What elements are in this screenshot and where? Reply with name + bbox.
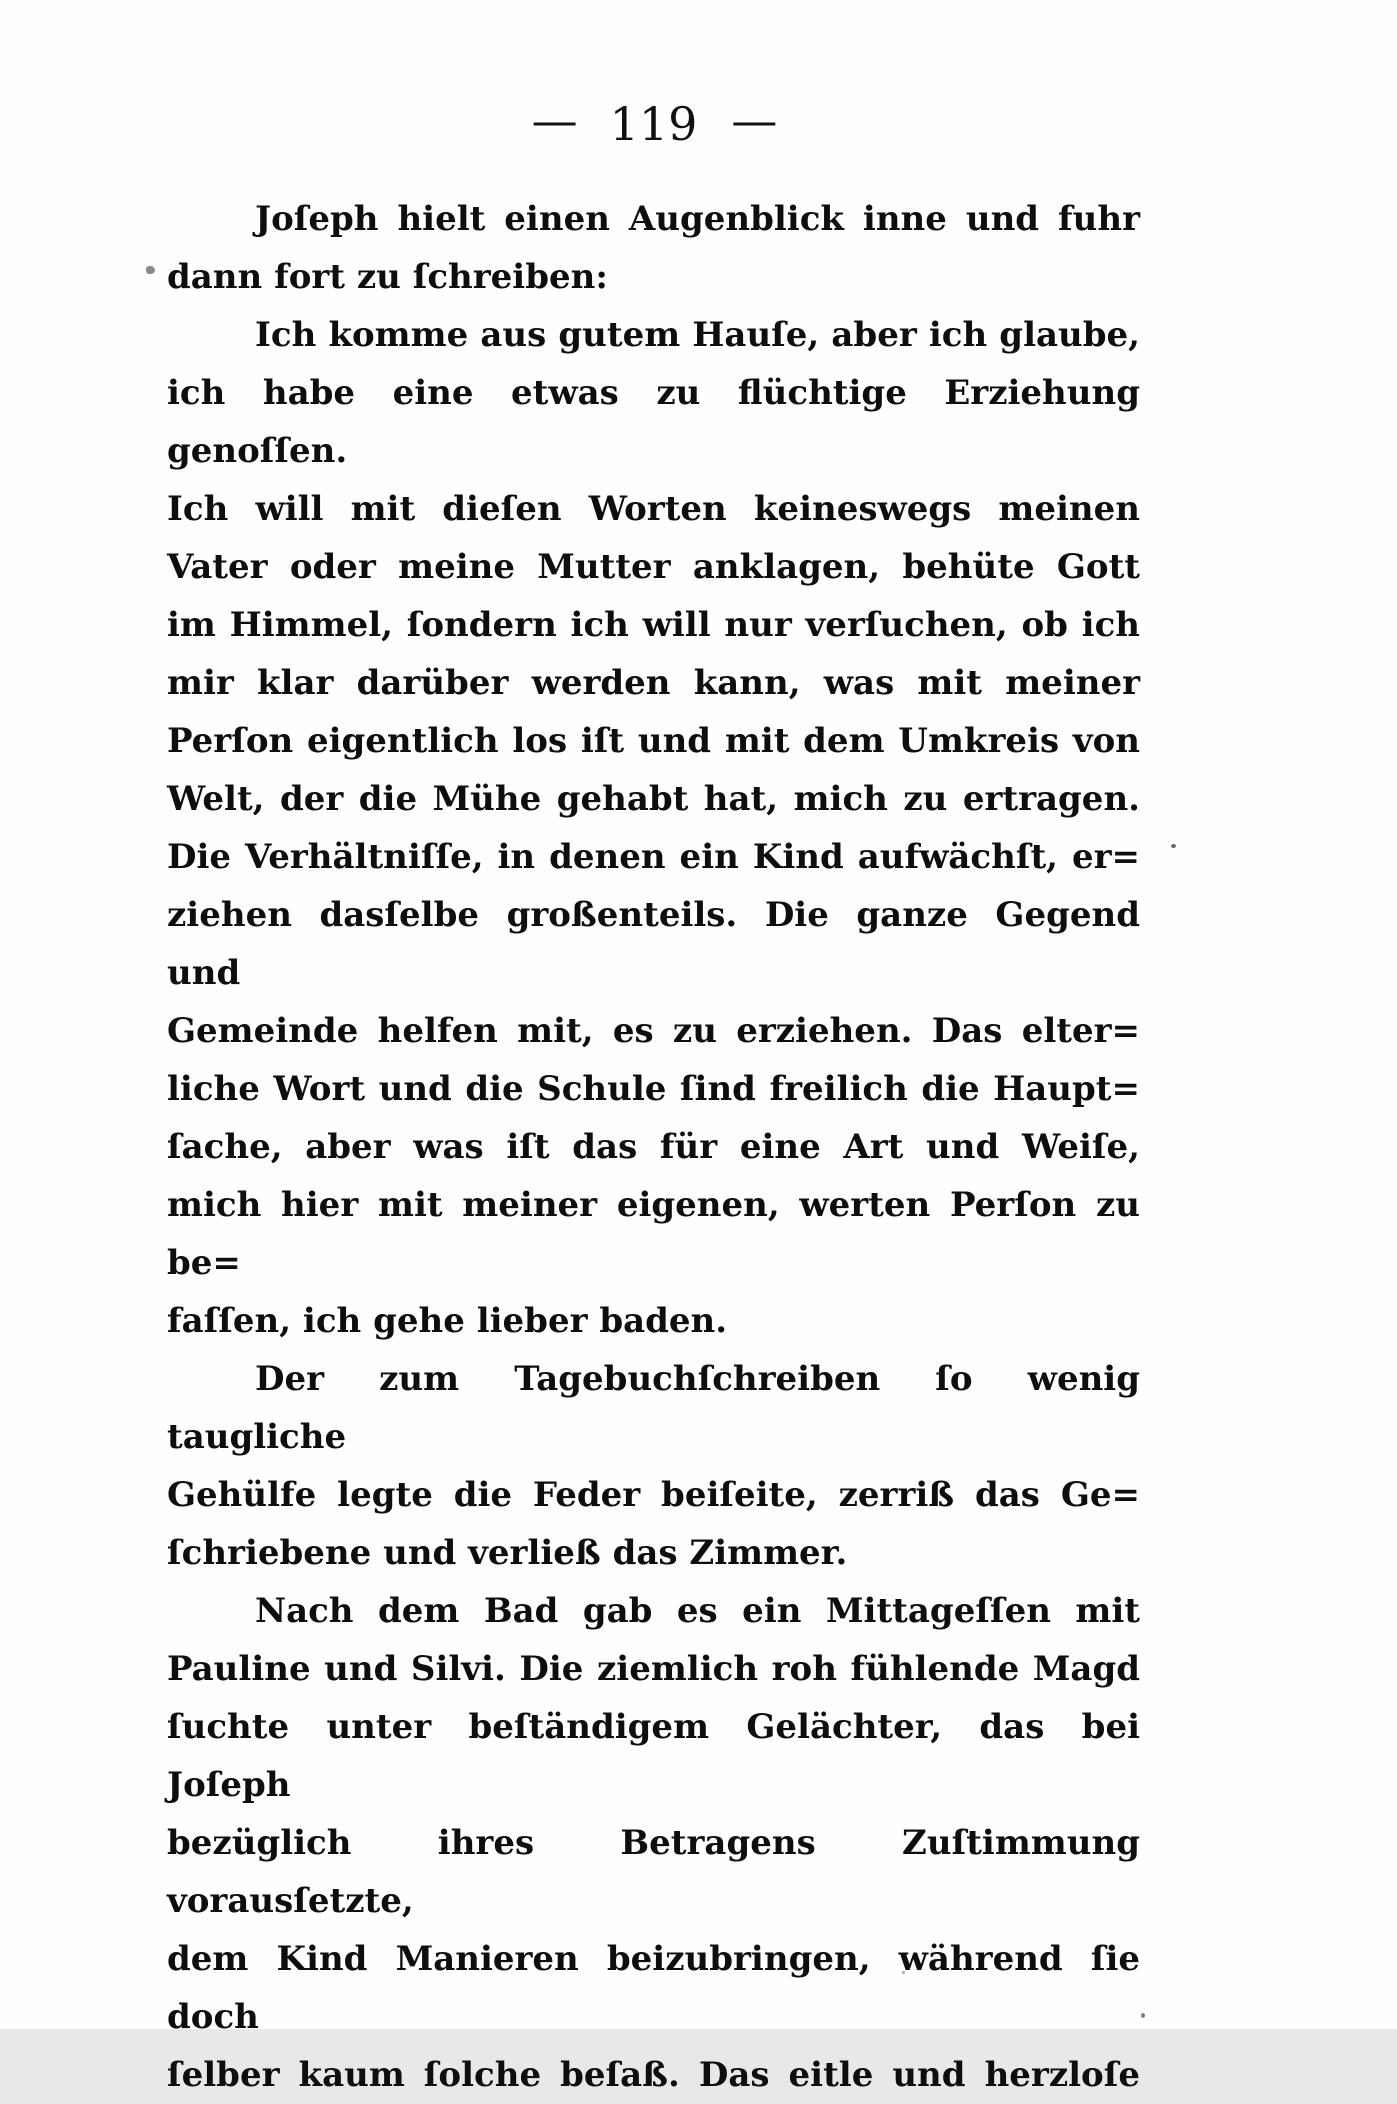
page-header — [167, 93, 1140, 151]
ink-speck — [1141, 2013, 1145, 2018]
text-line: Pauline und Silvi. Die ziemlich roh fühlende Magd — [167, 1649, 1140, 1689]
text-line: mich hier mit meiner eigenen, werten Perſon zu be= — [167, 1185, 1140, 1283]
paragraph-1 — [167, 190, 1140, 306]
text-line: dem Kind Manieren beizubringen, während ſie doch — [167, 1939, 1140, 2037]
text-line: im Himmel, ſondern ich will nur verſuchen, ob ich — [167, 605, 1140, 645]
text-line: faſſen, ich gehe lieber baden. — [167, 1301, 728, 1341]
text-line: Der zum Tagebuchſchreiben ſo wenig taugliche — [167, 1359, 1140, 1457]
paragraph-2 — [167, 306, 1140, 1350]
text-line: Nach dem Bad gab es ein Mittageſſen mit — [255, 1591, 1140, 1631]
body-text — [167, 190, 1140, 2104]
text-line: Vater oder meine Mutter anklagen, behüte Gott — [167, 547, 1140, 587]
ink-speck — [1171, 844, 1176, 848]
text-line: ſache, aber was iſt das für eine Art und Weiſe, — [167, 1127, 1140, 1167]
text-line: liche Wort und die Schule ſind freilich die Haupt= — [167, 1069, 1140, 1109]
ink-speck — [902, 1971, 905, 1974]
header-right-dash: — — [731, 93, 776, 147]
text-line: ich habe eine etwas zu flüchtige Erziehung genoſſen. — [167, 373, 1140, 471]
text-line: Welt, der die Mühe gehabt hat, mich zu ertragen. — [167, 779, 1140, 819]
text-line: ſelber kaum ſolche beſaß. Das eitle und herzloſe — [167, 2055, 1140, 2095]
text-line: bezüglich ihres Betragens Zuſtimmung vorausſetzte, — [167, 1823, 1140, 1921]
text-line: Gemeinde helfen mit, es zu erziehen. Das elter= — [167, 1011, 1140, 1051]
page-number: 119 — [609, 97, 698, 151]
paragraph-4 — [167, 1582, 1140, 2104]
text-line: Perſon eigentlich los iſt und mit dem Umkreis von — [167, 721, 1140, 761]
text-line: Joſeph hielt einen Augenblick inne und fuhr — [255, 199, 1140, 239]
header-left-dash: — — [531, 93, 576, 147]
text-line: Gehülfe legte die Feder beiſeite, zerriß das Ge= — [167, 1475, 1140, 1515]
text-line: ſuchte unter beſtändigem Gelächter, das bei Joſeph — [167, 1707, 1140, 1805]
text-line: dann fort zu ſchreiben: — [167, 257, 608, 297]
ink-speck — [146, 266, 155, 274]
text-line: ſchriebene und verließ das Zimmer. — [167, 1533, 848, 1573]
text-line: Die Verhältniſſe, in denen ein Kind aufwächſt, er= — [167, 837, 1140, 877]
text-line: Ich will mit dieſen Worten keineswegs meinen — [167, 489, 1140, 529]
text-line: mir klar darüber werden kann, was mit meiner — [167, 663, 1140, 703]
text-line: ziehen dasſelbe großenteils. Die ganze Gegend und — [167, 895, 1140, 993]
paragraph-3 — [167, 1350, 1140, 1582]
text-line: Ich komme aus gutem Hauſe, aber ich glaube, — [255, 315, 1140, 355]
